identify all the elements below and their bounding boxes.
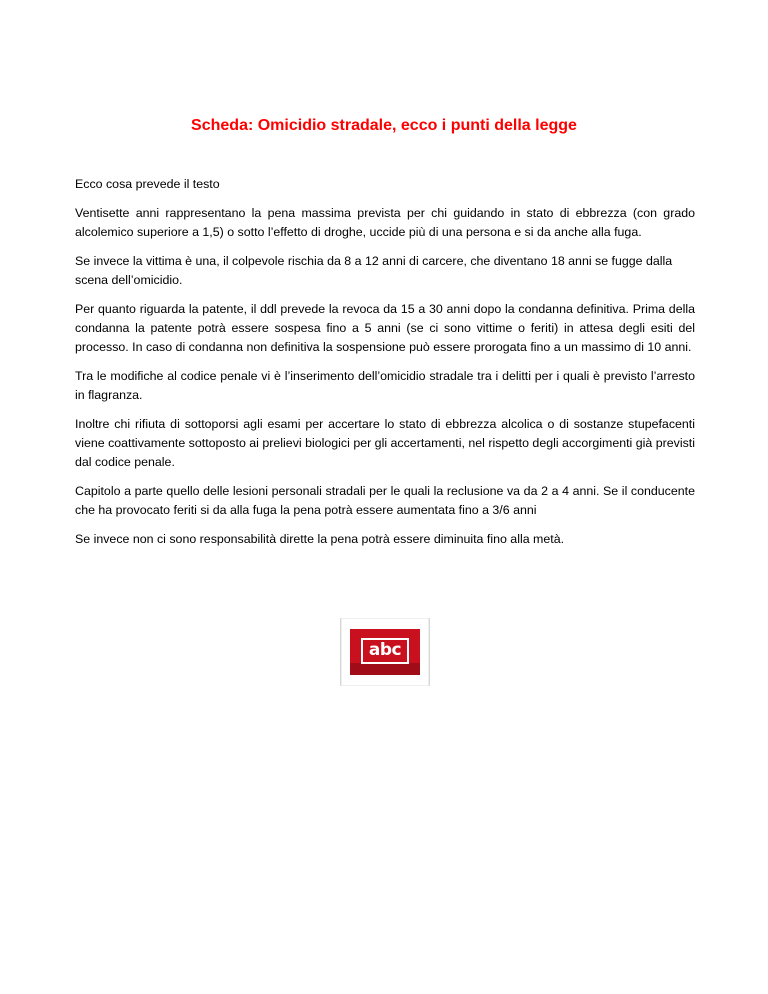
paragraph-reduced-penalty: Se invece non ci sono responsabilità dirette la pena potrà essere diminuita fino alla metà. — [75, 532, 565, 546]
paragraph-penal-code: Tra le modifiche al codice penale vi è l’inserimento dell’omicidio stradale tra i delitti per i quali è previsto l’arresto in flagranza. — [75, 369, 695, 402]
abc-logo-frame — [340, 618, 430, 686]
logo-shade — [350, 663, 420, 675]
paragraph-single-victim: Se invece la vittima è una, il colpevole rischia da 8 a 12 anni di carcere, che diventano 18 anni se fugge dalla scena dell’omicidio. — [75, 254, 673, 287]
abc-logo-icon — [350, 629, 420, 675]
paragraph-refusal-tests: Inoltre chi rifiuta di sottoporsi agli esami per accertare lo stato di ebbrezza alcolica o di sostanze stupefacenti viene coattivamente sottoposto ai prelievi biologici per gli accertamenti, nel rispetto degli accorgimenti già previsti dal codice penale. — [75, 417, 695, 469]
paragraph-personal-injuries: Capitolo a parte quello delle lesioni personali stradali per le quali la reclusione va da 2 a 4 anni. Se il conducente che ha provocato feriti si da alla fuga la pena potrà essere aumentata fino a 3/6 anni — [75, 484, 695, 517]
logo-text: abc — [368, 640, 402, 660]
paragraph-max-penalty: Ventisette anni rappresentano la pena massima prevista per chi guidando in stato di ebbrezza (con grado alcolemico superiore a 1,5) o sotto l’effetto di droghe, uccide più di una persona e si da anche alla fuga. — [75, 206, 695, 239]
logo-box — [361, 638, 409, 664]
document-title: Scheda: Omicidio stradale, ecco i punti della legge — [191, 117, 577, 134]
paragraph-license: Per quanto riguarda la patente, il ddl prevede la revoca da 15 a 30 anni dopo la condanna definitiva. Prima della condanna la patente potrà essere sospesa fino a 5 anni (se ci sono vittime o feriti) in attesa degli esiti del processo. In caso di condanna non definitiva la sospensione può essere prorogata fino a un massimo di 10 anni. — [75, 302, 695, 354]
intro-paragraph: Ecco cosa prevede il testo — [75, 177, 220, 191]
document-body — [75, 175, 695, 559]
